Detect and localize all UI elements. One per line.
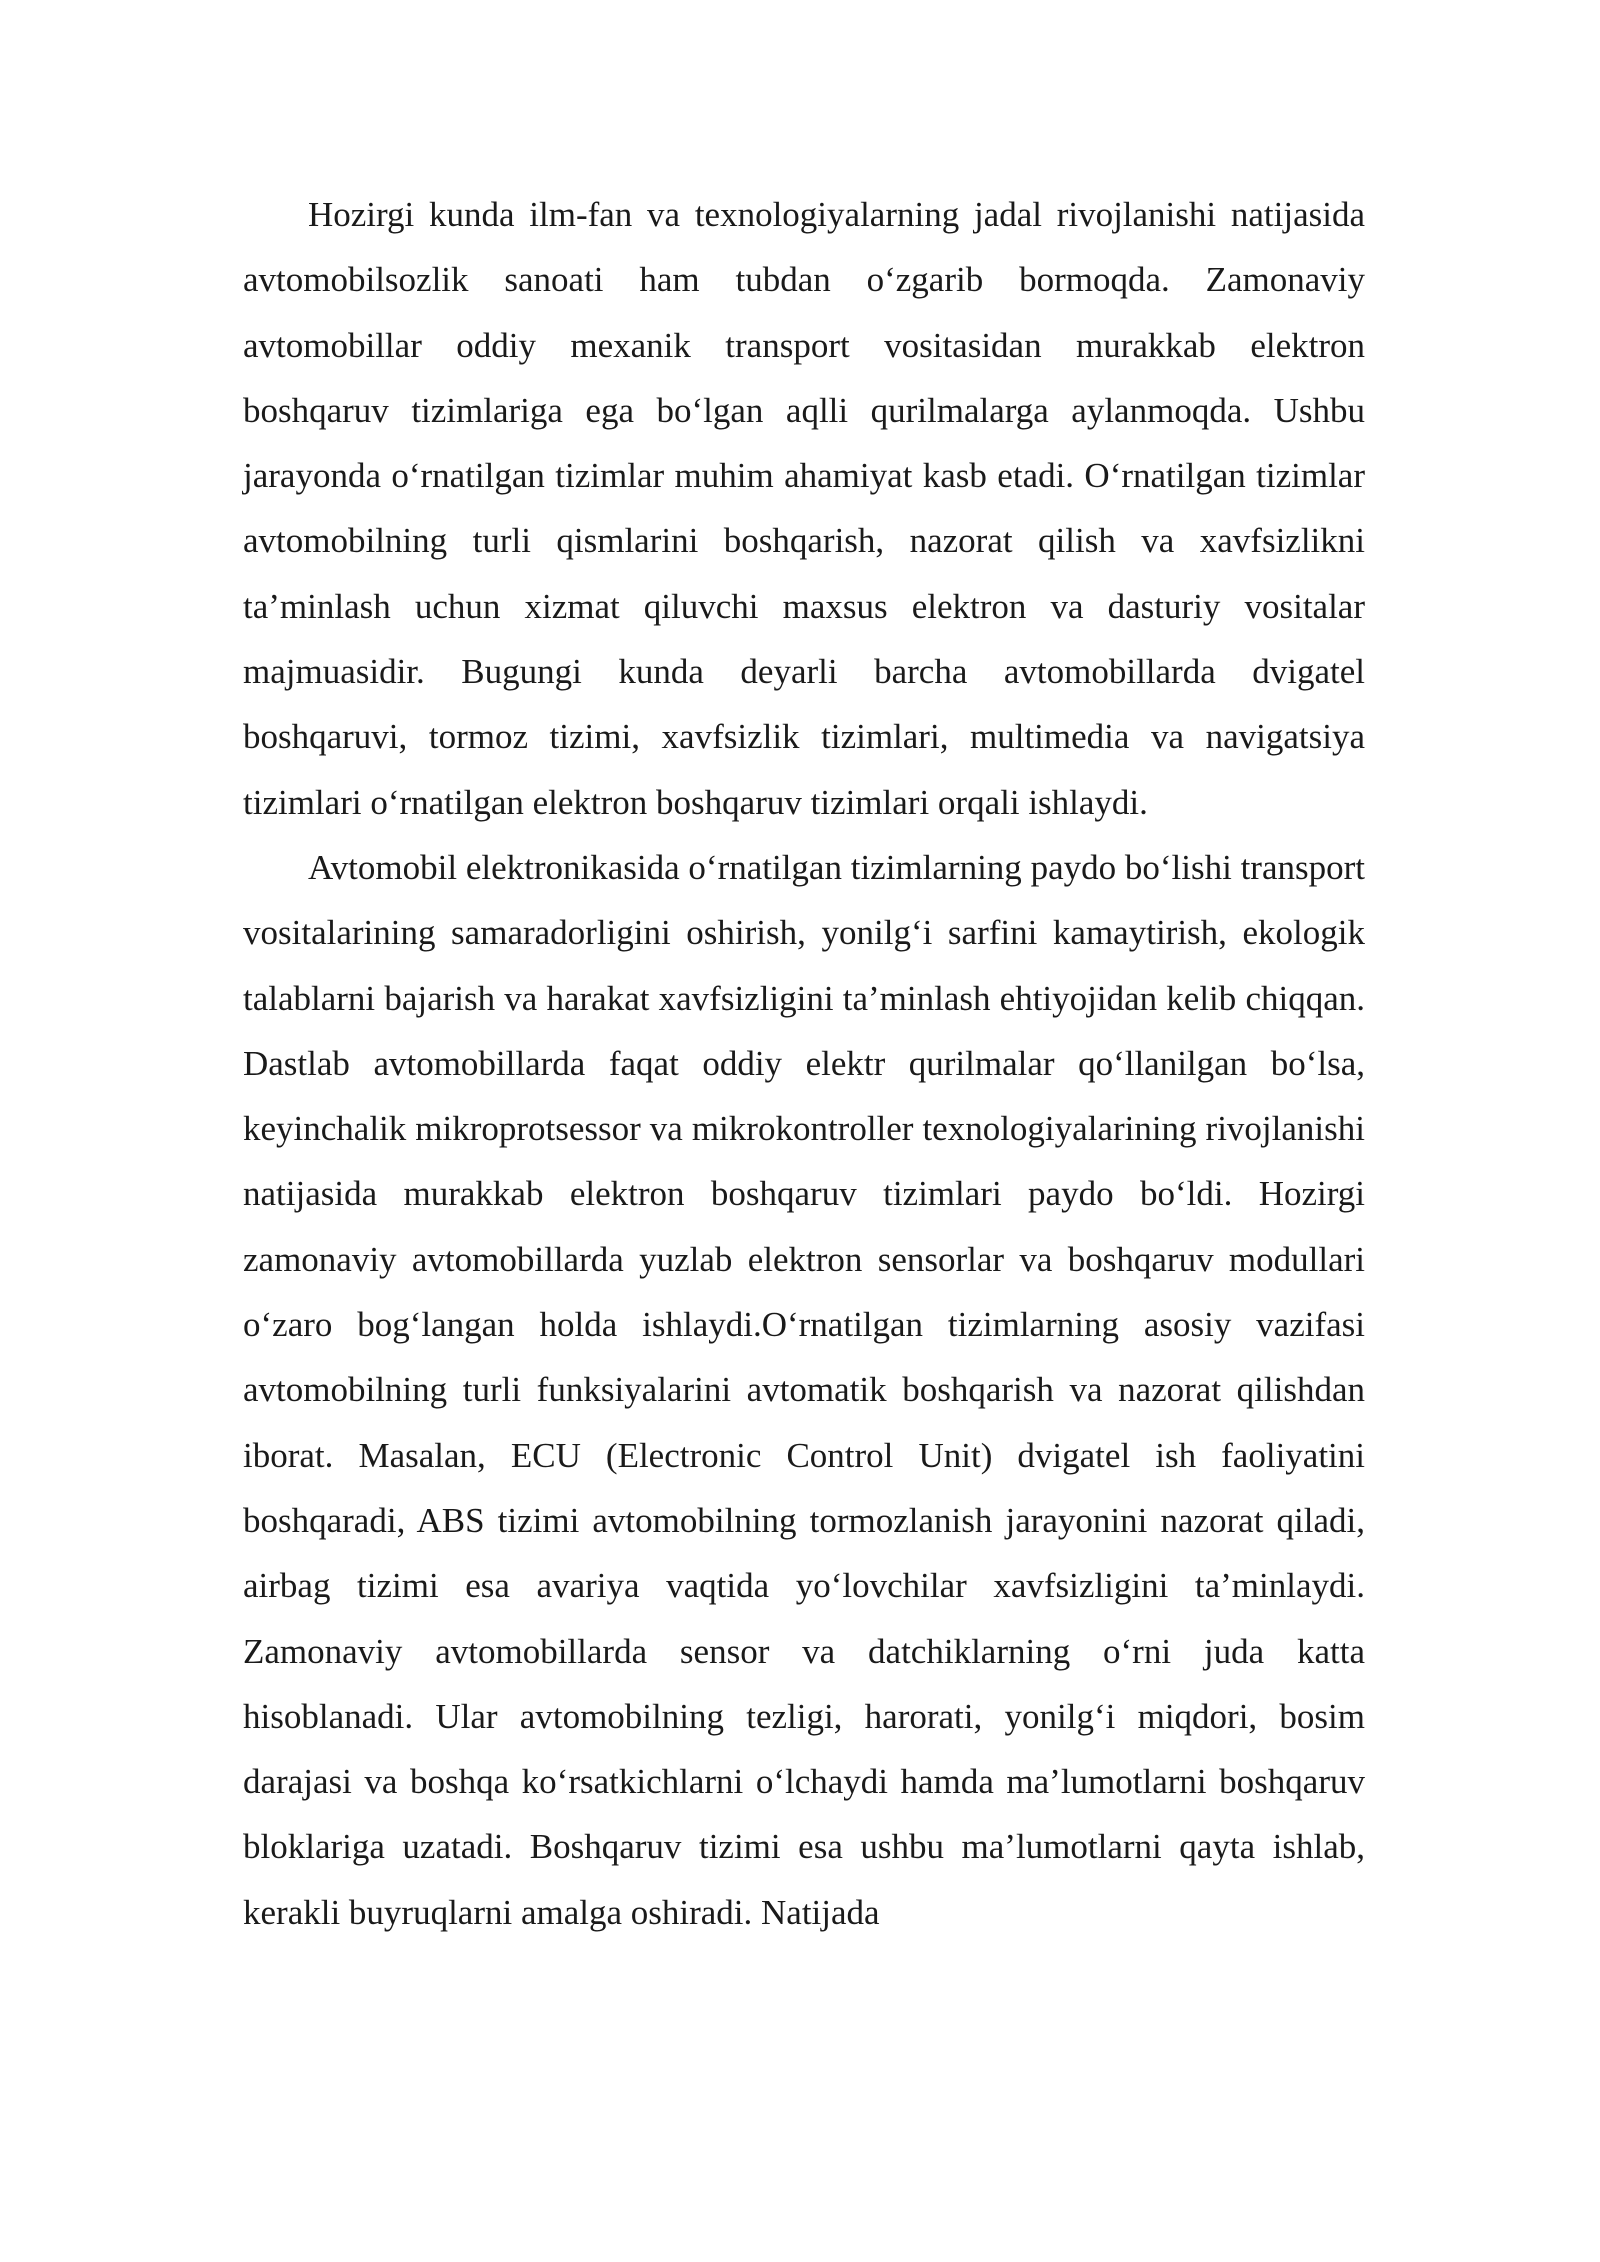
body-text [243,182,1365,1945]
paragraph-1: Hozirgi kunda ilm-fan va texnologiyalarning jadal rivojlanishi natijasida avtomobilsozlik sanoati ham tubdan o‘zgarib bormoqda. Zamonaviy avtomobillar oddiy mexanik transport vositasidan murakkab elektron boshqaruv tizimlariga ega bo‘lgan aqlli qurilmalarga aylanmoqda. Ushbu jarayonda o‘rnatilgan tizimlar muhim ahamiyat kasb etadi. O‘rnatilgan tizimlar avtomobilning turli qismlarini boshqarish, nazorat qilish va xavfsizlikni ta’minlash uchun xizmat qiluvchi maxsus elektron va dasturiy vositalar majmuasidir. Bugungi kunda deyarli barcha avtomobillarda dvigatel boshqaruvi, tormoz tizimi, xavfsizlik tizimlari, multimedia va navigatsiya tizimlari o‘rnatilgan elektron boshqaruv tizimlari orqali ishlaydi. [243,195,1365,822]
paragraph-2: Avtomobil elektronikasida o‘rnatilgan tizimlarning paydo bo‘lishi transport vositalarining samaradorligini oshirish, yonilg‘i sarfini kamaytirish, ekologik talablarni bajarish va harakat xavfsizligini ta’minlash ehtiyojidan kelib chiqqan. Dastlab avtomobillarda faqat oddiy elektr qurilmalar qo‘llanilgan bo‘lsa, keyinchalik mikroprotsessor va mikrokontroller texnologiyalarining rivojlanishi natijasida murakkab elektron boshqaruv tizimlari paydo bo‘ldi. Hozirgi zamonaviy avtomobillarda yuzlab elektron sensorlar va boshqaruv modullari o‘zaro bog‘langan holda ishlaydi.O‘rnatilgan tizimlarning asosiy vazifasi avtomobilning turli funksiyalarini avtomatik boshqarish va nazorat qilishdan iborat. Masalan, ECU (Electronic Control Unit) dvigatel ish faoliyatini boshqaradi, ABS tizimi avtomobilning tormozlanish jarayonini nazorat qiladi, airbag tizimi esa avariya vaqtida yo‘lovchilar xavfsizligini ta’minlaydi. Zamonaviy avtomobillarda sensor va datchiklarning o‘rni juda katta hisoblanadi. Ular avtomobilning tezligi, harorati, yonilg‘i miqdori, bosim darajasi va boshqa ko‘rsatkichlarni o‘lchaydi hamda ma’lumotlarni boshqaruv bloklariga uzatadi. Boshqaruv tizimi esa ushbu ma’lumotlarni qayta ishlab, kerakli buyruqlarni amalga oshiradi. Natijada [243,847,1365,1932]
